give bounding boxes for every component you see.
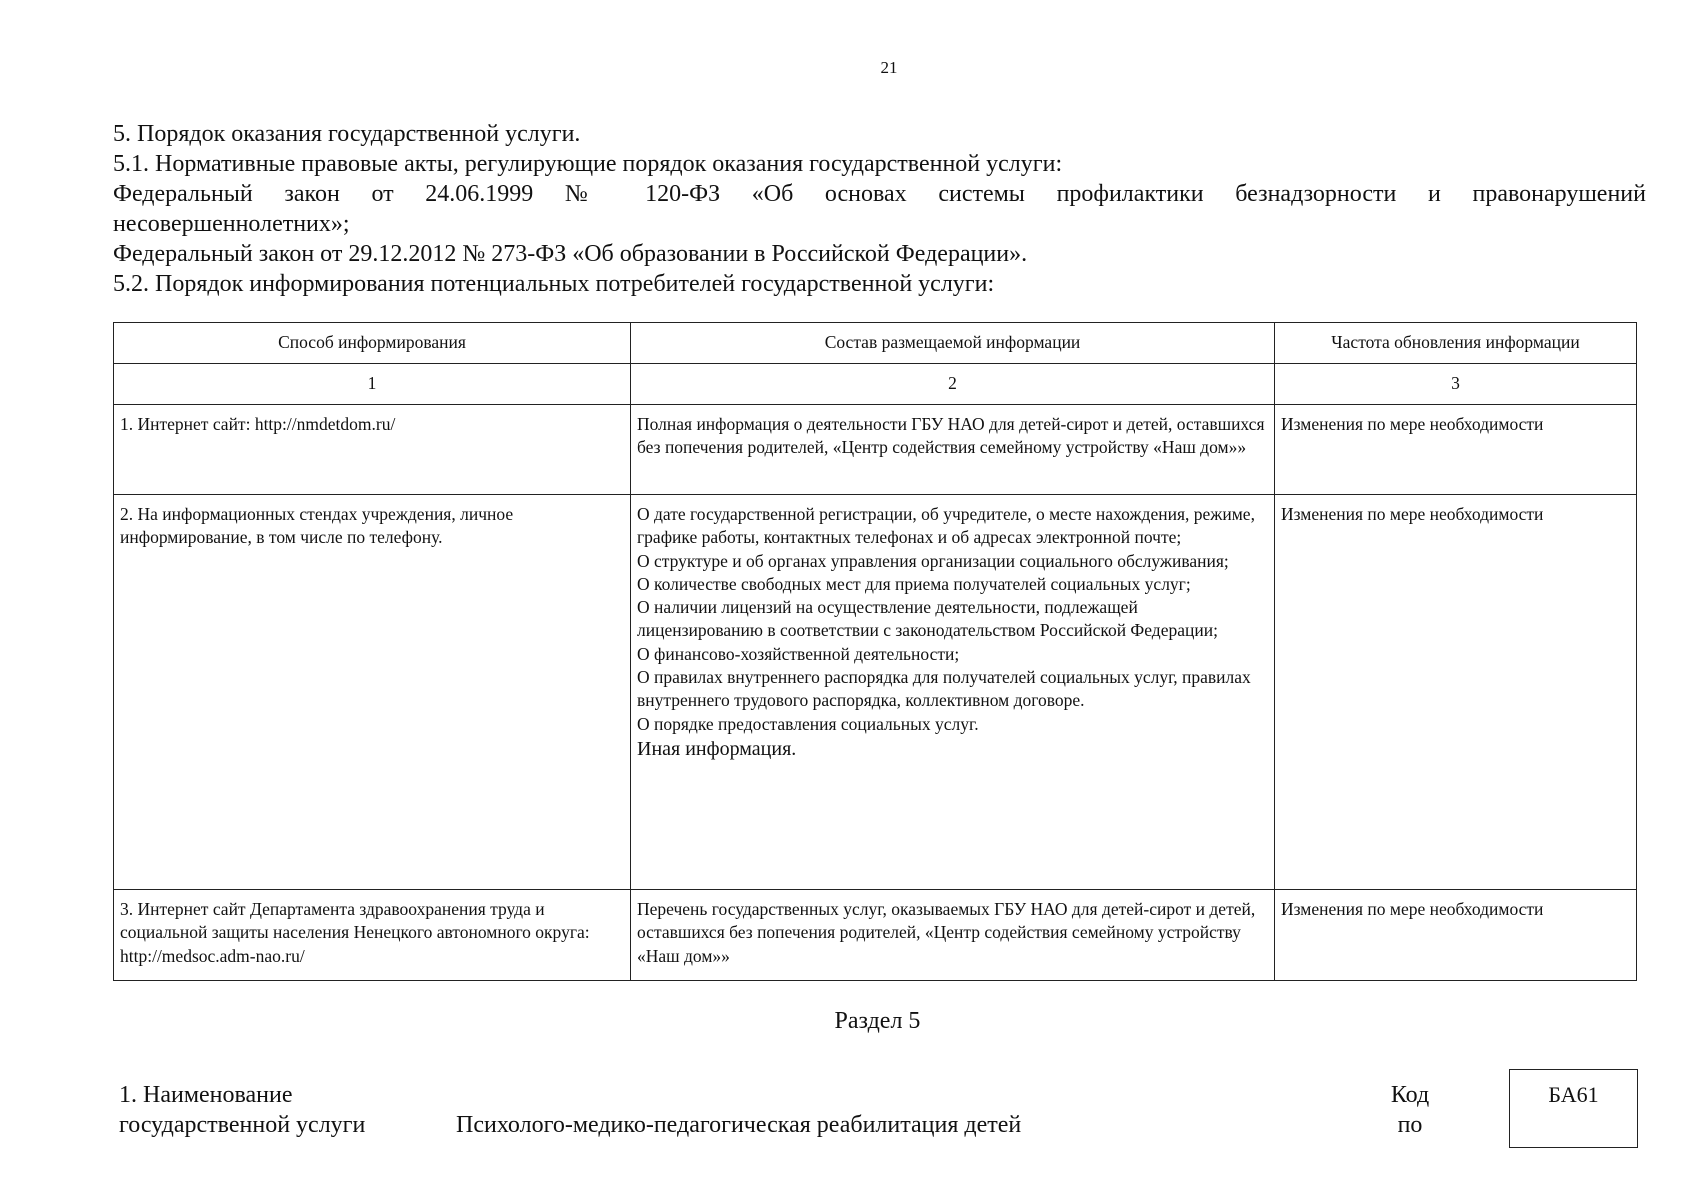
- row-frequency: Изменения по мере необходимости: [1275, 495, 1637, 890]
- code-label-line-2: по: [1397, 1112, 1423, 1138]
- content-item-other: Иная информация.: [637, 737, 797, 760]
- row-frequency: Изменения по мере необходимости: [1275, 890, 1637, 981]
- row-content: [631, 405, 1275, 495]
- header-frequency: Частота обновления информации: [1275, 323, 1637, 364]
- content-item: Полная информация о деятельности ГБУ НАО для детей-сирот и детей, оставшихся без попечения родителей, «Центр содействия семейному устройству «Наш дом»»: [637, 414, 1265, 458]
- column-number: 3: [1275, 364, 1637, 405]
- row-content: [631, 890, 1275, 981]
- column-number: 1: [114, 364, 631, 405]
- page-number: 21: [880, 58, 898, 77]
- informing-table: [113, 322, 1637, 981]
- code-label: [1380, 1080, 1440, 1140]
- service-code-box: БА61: [1509, 1069, 1638, 1148]
- header-content: Состав размещаемой информации: [631, 323, 1275, 364]
- subsection-5-2: 5.2. Порядок информирования потенциальных потребителей государственной услуги:: [113, 271, 995, 297]
- section-5-text: [113, 119, 1646, 299]
- table-row: [114, 890, 1637, 981]
- table-number-row: [114, 364, 1637, 405]
- service-name: Психолого-медико-педагогическая реабилитация детей: [456, 1112, 1022, 1138]
- table-row: [114, 495, 1637, 890]
- razdel-heading: Раздел 5: [834, 1008, 921, 1034]
- service-name-label: [119, 1080, 365, 1140]
- section-heading: 5. Порядок оказания государственной услуги.: [113, 121, 581, 147]
- content-item: О дате государственной регистрации, об учредителе, о месте нахождения, режиме, графике работы, контактных телефонах и об адресах электронной почте;: [637, 504, 1255, 548]
- content-item: Перечень государственных услуг, оказываемых ГБУ НАО для детей-сирот и детей, оставшихся без попечения родителей, «Центр содействия семейному устройству «Наш дом»»: [637, 899, 1256, 966]
- row-content: [631, 495, 1275, 890]
- service-name-label-line-1: 1. Наименование: [119, 1082, 293, 1108]
- subsection-5-1: 5.1. Нормативные правовые акты, регулирующие порядок оказания государственной услуги:: [113, 151, 1063, 177]
- code-label-line-1: Код: [1390, 1082, 1430, 1108]
- content-item: О наличии лицензий на осуществление деятельности, подлежащей лицензированию в соответствии с законодательством Российской Федерации;: [637, 597, 1218, 641]
- header-method: Способ информирования: [114, 323, 631, 364]
- law-1-line-2: несовершеннолетних»;: [113, 211, 350, 237]
- column-number: 2: [631, 364, 1275, 405]
- law-1-line-1: Федеральный закон от 24.06.1999 № 120-ФЗ «Об основах системы профилактики безнадзорности и правонарушений: [113, 181, 1646, 207]
- table-row: [114, 405, 1637, 495]
- row-frequency: Изменения по мере необходимости: [1275, 405, 1637, 495]
- content-item: О количестве свободных мест для приема получателей социальных услуг;: [637, 573, 1191, 594]
- content-item: О структуре и об органах управления организации социального обслуживания;: [637, 550, 1229, 571]
- row-method: 1. Интернет сайт: http://nmdetdom.ru/: [114, 405, 631, 495]
- table-header-row: [114, 323, 1637, 364]
- row-method: 3. Интернет сайт Департамента здравоохранения труда и социальной защиты населения Ненецкого автономного округа: http://medsoc.adm-nao.ru/: [114, 890, 631, 981]
- content-item: О порядке предоставления социальных услуг.: [637, 713, 979, 734]
- content-item: О финансово-хозяйственной деятельности;: [637, 643, 960, 664]
- content-item: О правилах внутреннего распорядка для получателей социальных услуг, правилах внутреннего трудового распорядка, коллективном договоре.: [637, 667, 1251, 711]
- service-name-label-line-2: государственной услуги: [119, 1112, 366, 1138]
- row-method: 2. На информационных стендах учреждения, личное информирование, в том числе по телефону.: [114, 495, 631, 890]
- law-2: Федеральный закон от 29.12.2012 № 273-ФЗ «Об образовании в Российской Федерации».: [113, 241, 1028, 267]
